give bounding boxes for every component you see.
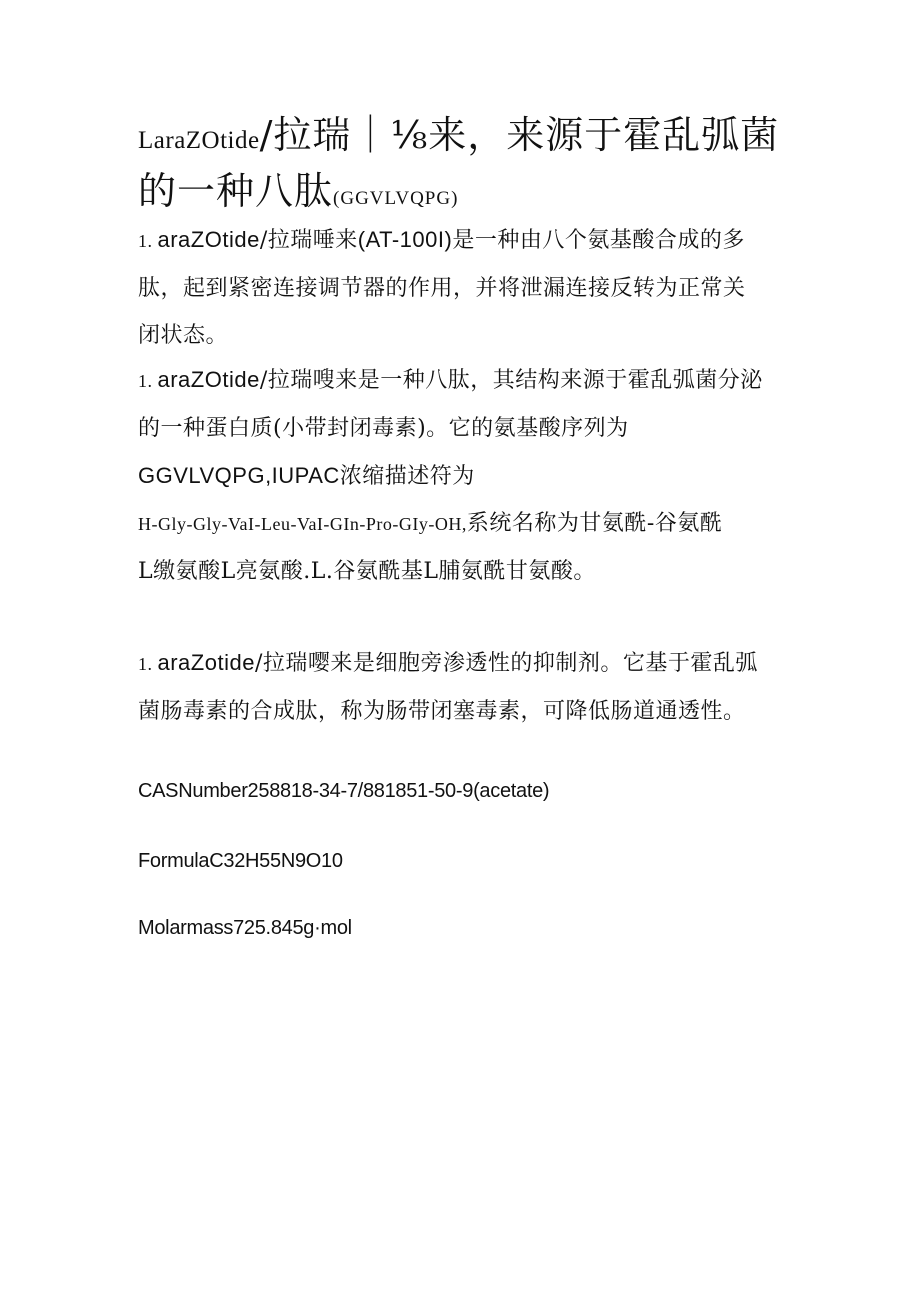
title-latin-name: LaraZOtide [138, 127, 260, 154]
list-number: 1. [138, 371, 158, 391]
paragraph-3-text-a: /拉瑞嘤来是细胞旁渗透性的抑制剂。它基于霍乱弧 [254, 651, 758, 676]
paragraph-2-line-1 [138, 356, 778, 405]
sequence-code: GGVLVQPG,IUPAC [138, 463, 340, 488]
paragraph-3-line-2: 菌肠毒素的合成肽，称为肠带闭塞毒素，可降低肠道通透性。 [138, 699, 746, 724]
drug-name: araZOtide [157, 367, 260, 392]
paragraph-2-text-b: 浓缩描述符为 [339, 464, 475, 489]
paragraph-1-text-a: 是一种由八个氨基酸合成的多 [452, 228, 745, 253]
list-number: 1. [138, 231, 158, 251]
paragraph-3 [138, 639, 778, 735]
paragraph-2-text-a: /拉瑞嗖来是一种八肽，其结构来源于霍乱弧菌分泌 [259, 368, 763, 393]
document-title [138, 110, 798, 224]
title-main-text: /拉瑞｜⅛来，来源于霍乱弧菌的一种八肽 [138, 113, 780, 213]
paragraph-1 [138, 216, 778, 359]
drug-name: araZOtide [157, 227, 260, 252]
chemical-formula: FormulaC32H55N9O10 [138, 850, 343, 872]
list-number: 1. [138, 654, 158, 674]
paragraph-1-line-3: 闭状态。 [138, 323, 229, 348]
drug-code: (AT-100I) [357, 227, 453, 252]
title-sequence: (GGVLVQPG) [333, 188, 459, 209]
paragraph-1-line-1 [138, 216, 778, 265]
drug-name: araZotide [157, 650, 255, 675]
paragraph-2-line-4 [138, 500, 778, 548]
paragraph-2-line-5: L缴氨酸L亮氨酸.L.谷氨酰基L脯氨酰甘氨酸。 [138, 559, 596, 584]
paragraph-2-text-c: 系统名称为甘氨酰-谷氨酰 [466, 511, 723, 536]
iupac-descriptor: H-Gly-Gly-VaI-Leu-VaI-GIn-Pro-GIy-OH, [138, 514, 467, 534]
paragraph-2-line-3 [138, 452, 778, 500]
paragraph-2 [138, 356, 778, 595]
paragraph-1-line-2: 肽，起到紧密连接调节器的作用，并将泄漏连接反转为正常关 [138, 276, 746, 301]
paragraph-3-line-1 [138, 639, 778, 688]
molar-mass: Molarmass725.845g·mol [138, 917, 352, 939]
paragraph-2-line-2: 的一种蛋白质(小带封闭毒素)。它的氨基酸序列为 [138, 416, 629, 441]
cas-number: CASNumber258818-34-7/881851-50-9(acetate) [138, 780, 550, 802]
drug-name-cn: /拉瑞唾来 [259, 228, 358, 253]
